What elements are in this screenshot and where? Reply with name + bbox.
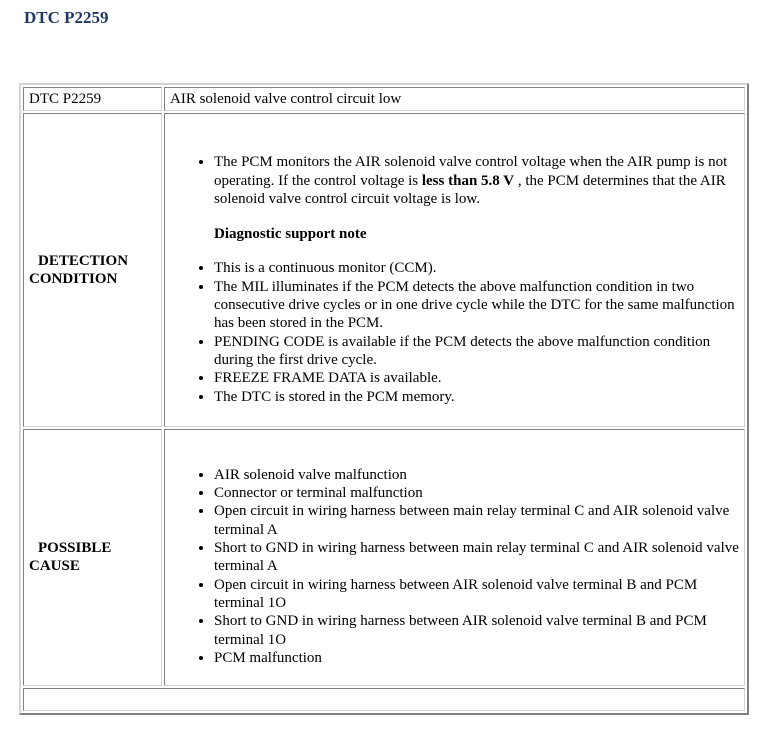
empty-footer-cell bbox=[23, 688, 745, 711]
possible-cause-label bbox=[23, 429, 162, 686]
detection-main-list bbox=[170, 153, 739, 208]
diagnostic-support-note-heading: Diagnostic support note bbox=[214, 226, 367, 243]
detection-condition-row bbox=[23, 113, 745, 427]
dtc-description-cell: AIR solenoid valve control circuit low bbox=[164, 87, 745, 111]
cause-item: • Open circuit in wiring harness between AIR solenoid valve terminal B and PCM terminal 1O bbox=[214, 576, 739, 613]
support-note-item: • The DTC is stored in the PCM memory. bbox=[214, 388, 739, 406]
support-note-item: • PENDING CODE is available if the PCM detects the above malfunction condition during the first drive cycle. bbox=[214, 333, 739, 370]
dtc-table bbox=[19, 83, 749, 715]
detection-main-text-after: , the PCM determines that the AIR solenoid valve control circuit voltage is low. bbox=[214, 172, 726, 207]
cause-item: • AIR solenoid valve malfunction bbox=[214, 466, 739, 484]
table-header-row bbox=[23, 87, 745, 111]
support-note-item: • The MIL illuminates if the PCM detects the above malfunction condition in two consecutive drive cycles or in one drive cycle while the DTC for the same malfunction has been stored in the PCM. bbox=[214, 278, 739, 333]
possible-cause-content bbox=[164, 429, 745, 686]
cause-item: • Short to GND in wiring harness between main relay terminal C and AIR solenoid valve terminal A bbox=[214, 539, 739, 576]
possible-cause-label-line2: CAUSE bbox=[29, 558, 80, 575]
voltage-threshold: less than 5.8 V bbox=[421, 172, 515, 189]
cause-item: • PCM malfunction bbox=[214, 649, 739, 667]
cause-item: • Open circuit in wiring harness between main relay terminal C and AIR solenoid valve terminal A bbox=[214, 502, 739, 539]
detection-condition-label-line1: DETECTION bbox=[38, 252, 129, 269]
support-note-item: • FREEZE FRAME DATA is available. bbox=[214, 369, 739, 387]
detection-condition-label bbox=[23, 113, 162, 427]
support-note-item: • This is a continuous monitor (CCM). bbox=[214, 259, 739, 277]
detection-condition-content bbox=[164, 113, 745, 427]
possible-cause-row bbox=[23, 429, 745, 686]
possible-cause-label-line1: POSSIBLE bbox=[38, 540, 112, 557]
dtc-code-cell: DTC P2259 bbox=[23, 87, 162, 111]
page-title: DTC P2259 bbox=[24, 8, 109, 27]
empty-footer-row bbox=[23, 688, 745, 711]
cause-item: • Short to GND in wiring harness between AIR solenoid valve terminal B and PCM terminal 1O bbox=[214, 612, 739, 649]
detection-condition-label-line2: CONDITION bbox=[29, 271, 118, 288]
cause-item: • Connector or terminal malfunction bbox=[214, 484, 739, 502]
possible-cause-list bbox=[170, 466, 739, 667]
detection-main-text-before: The PCM monitors the AIR solenoid valve control voltage when the AIR pump is not operating. If the control voltage is bbox=[214, 154, 728, 189]
detection-main-item bbox=[214, 153, 739, 208]
support-note-list bbox=[170, 259, 739, 405]
